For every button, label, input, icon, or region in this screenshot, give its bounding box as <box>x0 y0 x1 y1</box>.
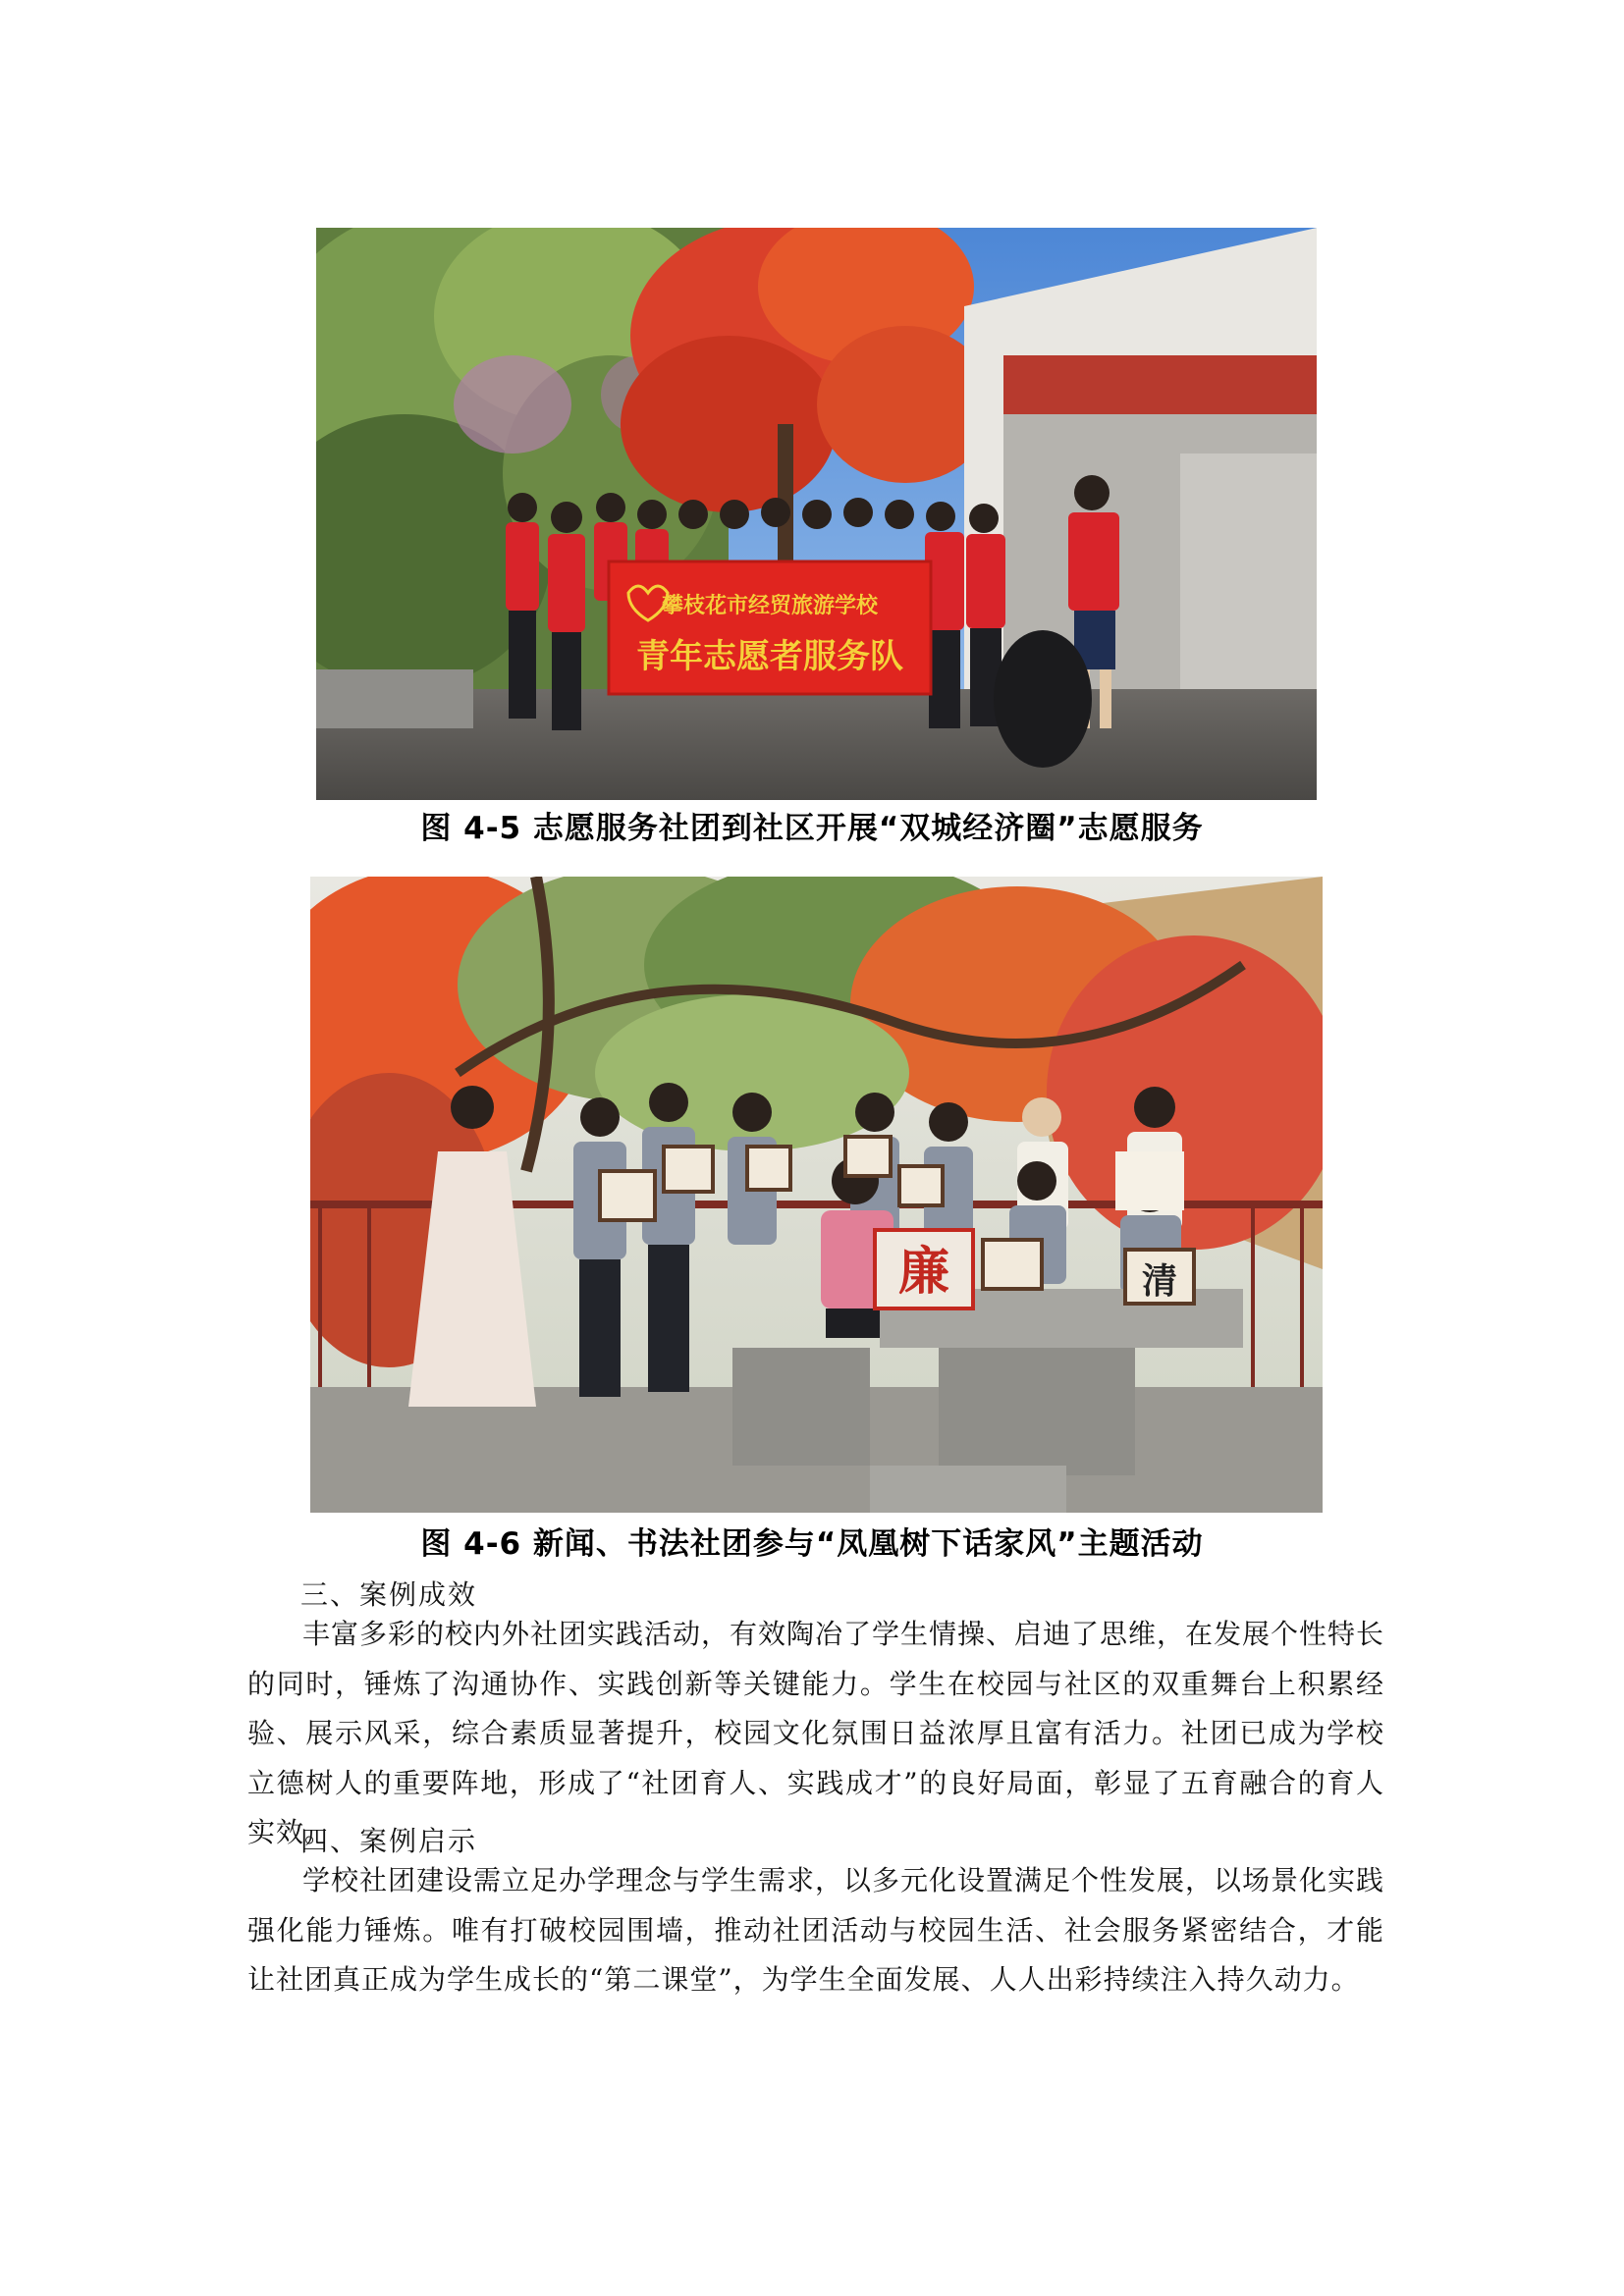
section-heading-results: 三、案例成效 <box>300 1578 478 1611</box>
banner-team-name: 青年志愿者服务队 <box>636 637 903 676</box>
calligraphy-character-lian: 廉 <box>897 1242 950 1302</box>
volunteer-team-photo <box>316 228 1317 800</box>
section-heading-insights: 四、案例启示 <box>300 1825 478 1857</box>
calligraphy-character-qing: 清 <box>1141 1260 1178 1302</box>
banner-school-name: 攀枝花市经贸旅游学校 <box>661 593 879 618</box>
section-body-insights: 学校社团建设需立足办学理念与学生需求，以多元化设置满足个性发展，以场景化实践强化能力锤炼。唯有打破校园围墙，推动社团活动与校园生活、社会服务紧密结合，才能让社团真正成为学生成长的“第二课堂”，为学生全面发展、人人出彩持续注入持久动力。 <box>247 1864 1385 1996</box>
figure-caption-4-6: 图 4-6 新闻、书法社团参与“凤凰树下话家风”主题活动 <box>420 1526 1204 1562</box>
family-values-activity-photo <box>310 877 1323 1513</box>
figure-caption-4-5: 图 4-5 志愿服务社团到社区开展“双城经济圈”志愿服务 <box>420 811 1204 846</box>
section-body-results: 丰富多彩的校内外社团实践活动，有效陶冶了学生情操、启迪了思维，在发展个性特长的同时，锤炼了沟通协作、实践创新等关键能力。学生在校园与社区的双重舞台上积累经验、展示风采，综合素质显著提升，校园文化氛围日益浓厚且富有活力。社团已成为学校立德树人的重要阵地，形成了“社团育人、实践成才”的良好局面，彰显了五育融合的育人实效。 <box>247 1618 1385 1848</box>
